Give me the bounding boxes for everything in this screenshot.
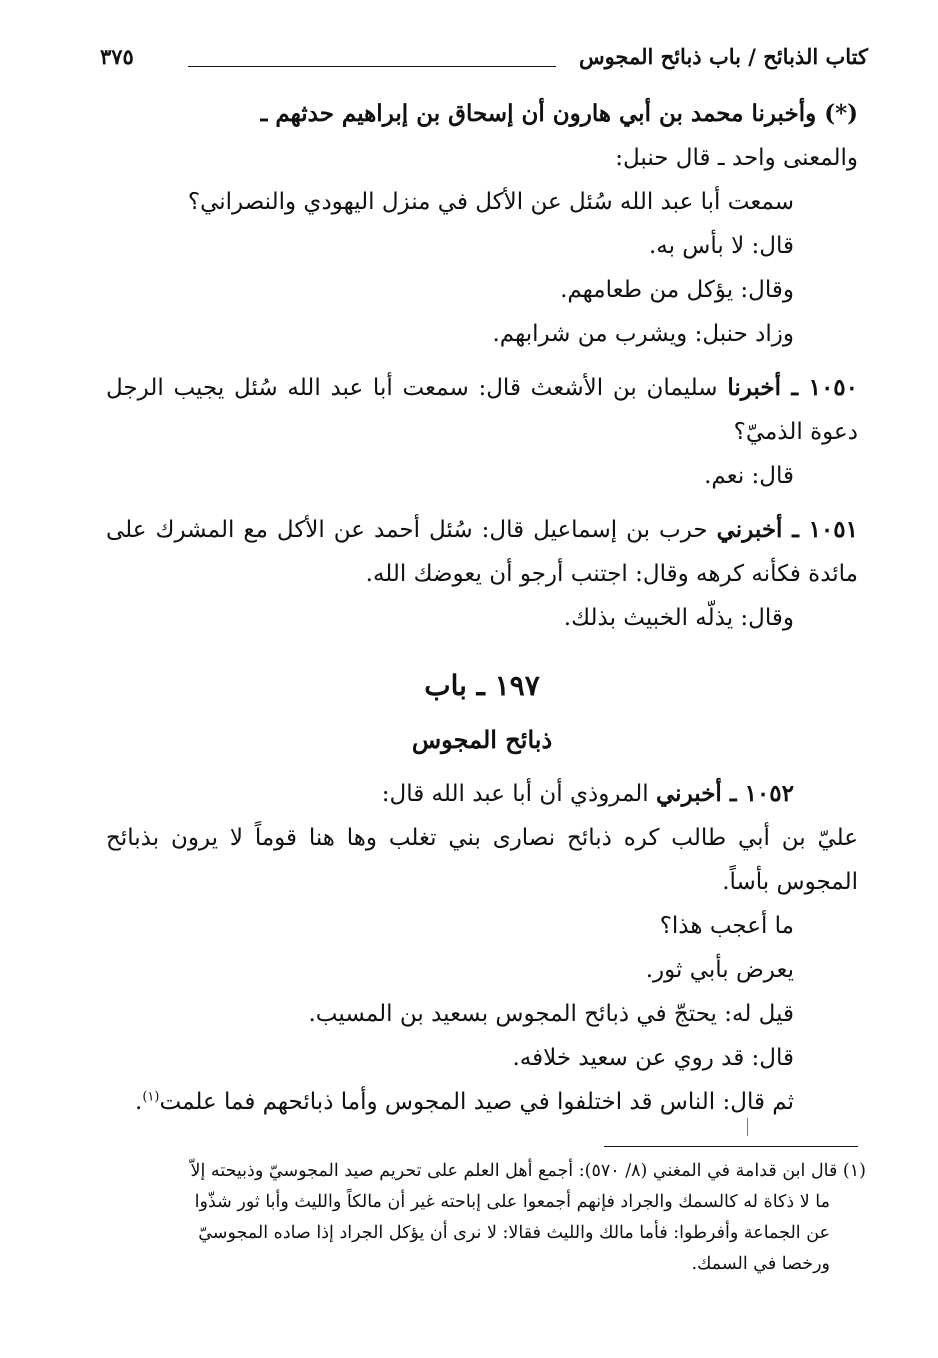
narration-lead: ١٠٥١ ـ أخبرني	[716, 516, 858, 543]
chapter-title: ١٩٧ ـ باب	[424, 669, 540, 702]
quote-line: وزاد حنبل: ويشرب من شرابهم.	[492, 321, 794, 347]
paragraph-line: والمعنى واحد ـ قال حنبل:	[615, 145, 858, 171]
quote-line: وقال: يذلّه الخبيث بذلك.	[563, 605, 794, 631]
quote-line: ما أعجب هذا؟	[659, 913, 794, 939]
quote-line: قال: لا بأس به.	[648, 233, 794, 259]
narration-text: سليمان بن الأشعث قال: سمعت أبا عبد الله سُئل يجيب الرجل دعوة الذميّ؟	[106, 375, 858, 445]
narration-text: المروذي أن أبا عبد الله قال:	[381, 781, 656, 807]
narration-lead: ١٠٥٢ ـ أخبرني	[656, 780, 794, 807]
footnote-line: (١) قال ابن قدامة في المغني (٨/ ٥٧٠): أجمع أهل العلم على تحريم صيد المجوسيّ وذبيحته إلاّ	[190, 1161, 866, 1181]
paragraph-line: (*) وأخبرنا محمد بن أبي هارون أن إسحاق بن إبراهيم حدثهم ـ	[260, 100, 858, 127]
running-header	[100, 42, 868, 78]
scan-mark	[747, 1118, 748, 1136]
header-rule	[188, 66, 556, 67]
narration-1051	[106, 508, 858, 596]
narration-1050	[106, 366, 858, 454]
quote-end: .	[135, 1089, 143, 1115]
quote-line: وقال: يؤكل من طعامهم.	[560, 277, 794, 303]
quote-line: قيل له: يحتجّ في ذبائح المجوس بسعيد بن المسيب.	[308, 1001, 794, 1027]
narration-lead: ١٠٥٠ ـ أخبرنا	[727, 374, 859, 401]
narration-1052	[106, 772, 858, 816]
main-text	[106, 92, 858, 1124]
quote-line: يعرض بأبي ثور.	[645, 957, 794, 983]
quote-line: قال: قد روي عن سعيد خلافه.	[512, 1045, 794, 1071]
quote-line: قال: نعم.	[704, 463, 794, 489]
page-number: ٣٧٥	[100, 44, 134, 69]
chapter-subtitle: ذبائح المجوس	[411, 725, 553, 754]
header-title: كتاب الذبائح / باب ذبائح المجوس	[578, 44, 868, 69]
narration-text: حرب بن إسماعيل قال: سُئل أحمد عن الأكل مع المشرك على مائدة فكأنه كرهه وقال: اجتنب أرجو أن يعوضك الله.	[106, 517, 858, 587]
paragraph-text: عليّ بن أبي طالب كره ذبائح نصارى بني تغلب وها هنا قوماً لا يرون بذبائح المجوس بأساً.	[106, 825, 858, 895]
quote-line	[106, 1080, 858, 1124]
footnotes	[106, 1156, 866, 1280]
footnote-reference[interactable]: (١)	[142, 1089, 160, 1105]
spacer	[106, 356, 858, 366]
footnote-line: ما لا ذكاة له كالسمك والجراد فإنهم أجمعوا على إباحته غير أن مالكاً والليث وأبا ثور شذّوا	[194, 1192, 830, 1212]
footnote-rule	[604, 1146, 858, 1147]
quote-text: ثم قال: الناس قد اختلفوا في صيد المجوس وأما ذبائحهم فما علمت	[159, 1089, 794, 1115]
footnote-line: عن الجماعة وأفرطوا: فأما مالك والليث فقالا: لا نرى أن يؤكل الجراد إذا صاده المجوسيّ	[198, 1223, 830, 1243]
footnote-line: ورخصا في السمك.	[691, 1254, 830, 1274]
quote-line: سمعت أبا عبد الله سُئل عن الأكل في منزل اليهودي والنصراني؟	[187, 189, 794, 215]
spacer	[106, 498, 858, 508]
